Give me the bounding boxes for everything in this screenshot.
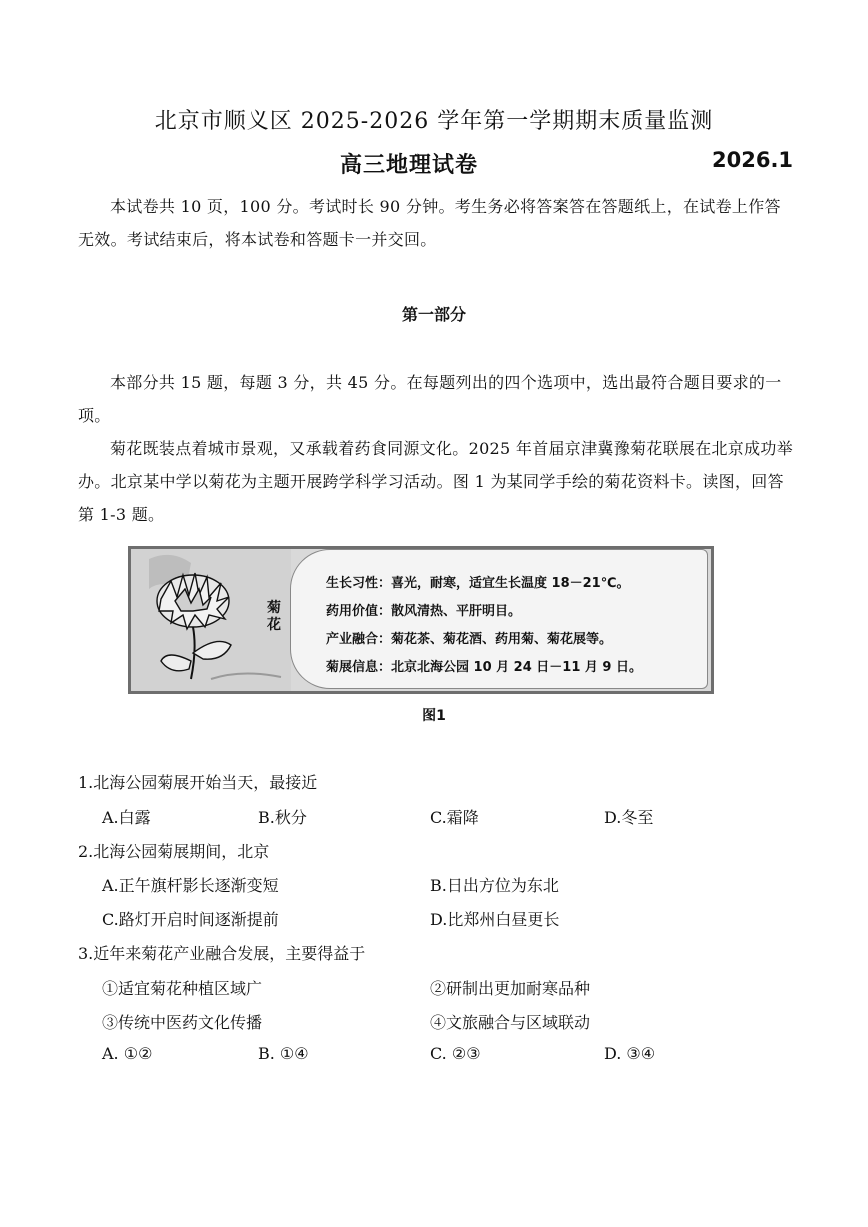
card-side-label: 菊花 — [267, 600, 281, 633]
card-line-growth: 生长习性：喜光，耐寒，适宜生长温度 18－21℃。 — [326, 576, 630, 591]
question-2-stem: 2.北海公园菊展期间，北京 — [78, 842, 270, 861]
card-line-exhibition: 菊展信息：北京北海公园 10 月 24 日－11 月 9 日。 — [326, 660, 642, 675]
exam-subtitle: 高三地理试卷 — [340, 153, 479, 178]
question-3-option-b: B. ①④ — [258, 1044, 309, 1063]
section-instructions: 本部分共 15 题，每题 3 分，共 45 分。在每题列出的四个选项中，选出最符合题目要求的一项。 — [78, 373, 782, 425]
exam-instructions: 本试卷共 10 页，100 分。考试时长 90 分钟。考生务必将答案答在答题纸上，在试卷上作答无效。考试结束后，将本试卷和答题卡一并交回。 — [78, 197, 781, 249]
question-1-option-a: A.白露 — [102, 808, 151, 827]
card-line-medicinal: 药用价值：散风清热、平肝明目。 — [326, 604, 522, 619]
figure-caption: 图1 — [422, 708, 446, 724]
card-line-industry: 产业融合：菊花茶、菊花酒、药用菊、菊花展等。 — [326, 632, 613, 647]
question-3-statement-1: ①适宜菊花种植区域广 — [102, 979, 263, 998]
question-context: 菊花既装点着城市景观，又承载着药食同源文化。2025 年首届京津冀豫菊花联展在北京成功举办。北京某中学以菊花为主题开展跨学科学习活动。图 1 为某同学手绘的菊花资料卡。读图，回答第 1-3 题。 — [78, 439, 794, 524]
question-2-option-a: A.正午旗杆影长逐渐变短 — [102, 876, 279, 895]
exam-title: 北京市顺义区 2025-2026 学年第一学期期末质量监测 — [154, 109, 714, 134]
question-3-statement-2: ②研制出更加耐寒品种 — [430, 979, 591, 998]
question-2-option-d: D.比郑州白昼更长 — [430, 910, 560, 929]
question-3-option-d: D. ③④ — [604, 1044, 656, 1063]
question-1-option-c: C.霜降 — [430, 808, 479, 827]
question-3-statement-4: ④文旅融合与区域联动 — [430, 1013, 591, 1032]
question-1-option-d: D.冬至 — [604, 808, 654, 827]
exam-date: 2026.1 — [712, 148, 794, 172]
question-3-option-c: C. ②③ — [430, 1044, 481, 1063]
question-3-statement-3: ③传统中医药文化传播 — [102, 1013, 263, 1032]
question-1-stem: 1.北海公园菊展开始当天，最接近 — [78, 773, 318, 792]
question-1-option-b: B.秋分 — [258, 808, 307, 827]
section-title: 第一部分 — [401, 305, 466, 324]
question-3-option-a: A. ①② — [102, 1044, 153, 1063]
question-2-option-b: B.日出方位为东北 — [430, 876, 559, 895]
question-2-option-c: C.路灯开启时间逐渐提前 — [102, 910, 279, 929]
question-3-stem: 3.近年来菊花产业融合发展，主要得益于 — [78, 944, 366, 963]
